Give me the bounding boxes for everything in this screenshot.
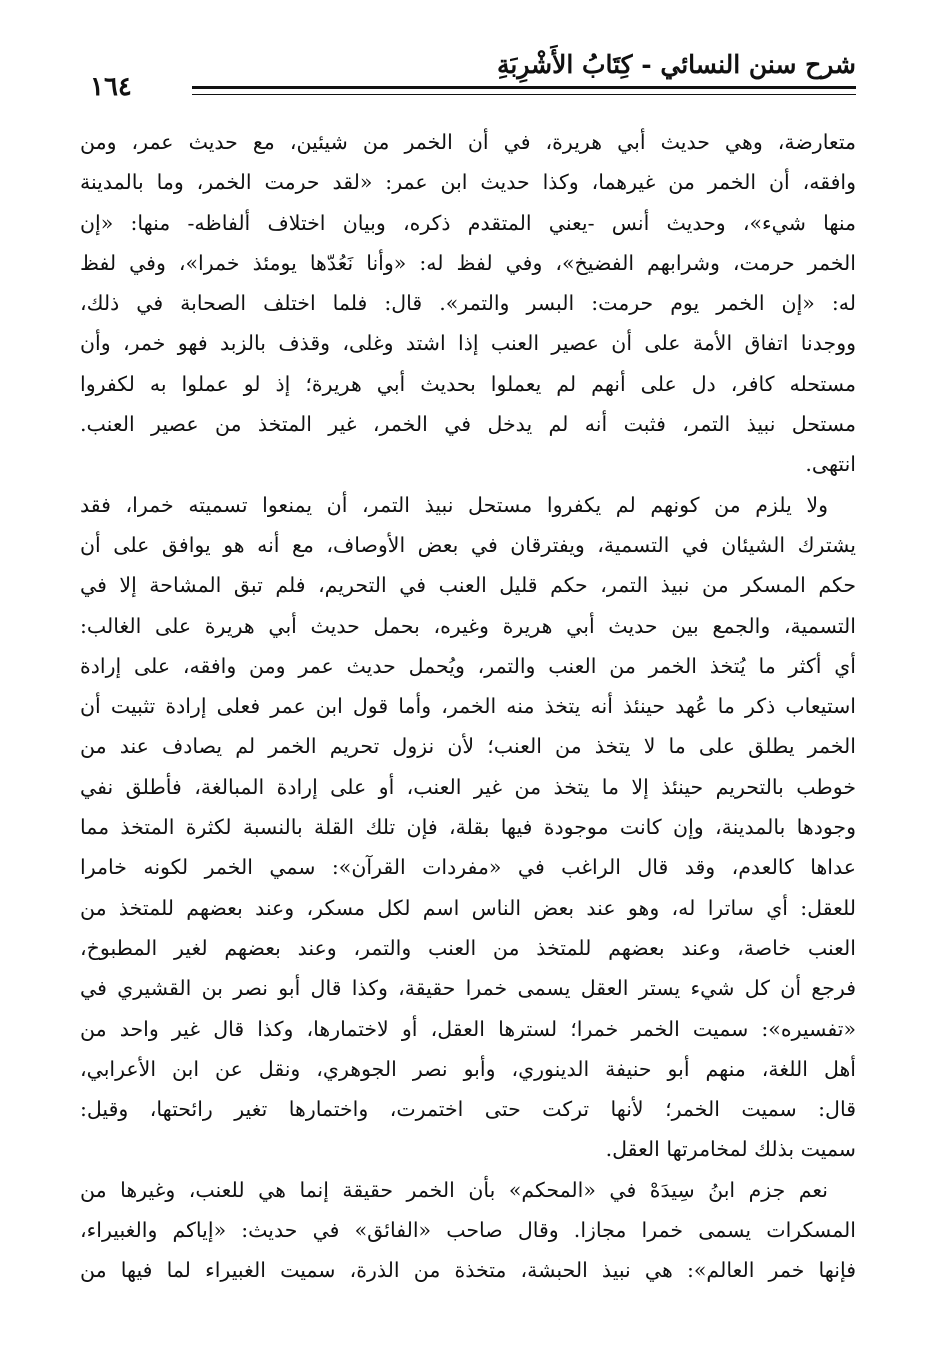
text-line-18: وجودها بالمدينة، وإن كانت موجودة فيها بقلة، فإن تلك القلة بالنسبة لكثرة المتخذ مما xyxy=(80,815,856,840)
text-line-3: منها شيء»، وحديث أنس -يعني المتقدم ذكره، وبيان اختلاف ألفاظه- منها: «إن xyxy=(80,210,856,235)
text-line-26: سميت بذلك لمخامرتها العقل. xyxy=(605,1137,856,1162)
text-line-17: خوطب بالتحريم حينئذ إلا ما يتخذ من غير العنب، أو على إرادة المبالغة، فأطلق نفي xyxy=(80,774,856,799)
page-number: ١٦٤ xyxy=(90,72,132,102)
text-line-19: عداها كالعدم، وقد قال الراغب في «مفردات القرآن»: سمي الخمر لكونه خامرا xyxy=(80,855,856,880)
text-line-13: التسمية، والجمع بين حديث أبي هريرة وغيره، بحمل حديث أبي هريرة على الغالب: xyxy=(80,613,856,638)
text-line-4: الخمر حرمت، وشرابهم الفضيخ»، وفي لفظ له: «وأنا نَعُدّها يومئذ خمرا»، وفي لفظ xyxy=(80,250,856,275)
text-line-16: الخمر يطلق على ما لا يتخذ من العنب؛ لأن نزول تحريم الخمر لم يصادف عند من xyxy=(80,734,856,759)
page-number-box xyxy=(80,72,192,102)
text-line-24: أهل اللغة، منهم أبو حنيفة الدينوري، وأبو نصر الجوهري، ونقل عن ابن الأعرابي، xyxy=(80,1056,856,1081)
text-line-8: مستحل نبيذ التمر، فثبت أنه لم يدخل في الخمر، غير المتخذ من عصير العنب. xyxy=(80,412,856,437)
page-header xyxy=(80,48,856,102)
running-title: شرح سنن النسائي - كِتَابُ الأَشْرِبَةِ xyxy=(496,50,856,79)
text-line-11: يشترك الشيئان في التسمية، ويفترقان في بعض الأوصاف، مع أنه هو يوافق على أن xyxy=(80,532,856,557)
body-text xyxy=(80,122,856,1291)
text-line-15: استيعاب ذكر ما عُهد حينئذ أنه يتخذ منه الخمر، وأما قول ابن عمر فعلى إرادة تثبيت أن xyxy=(80,694,856,719)
text-line-5: له: «إن الخمر يوم حرمت: البسر والتمر». قال: فلما اختلف الصحابة في ذلك، xyxy=(80,291,856,316)
header-rule xyxy=(80,86,856,95)
text-line-2: وافقه، أن الخمر من غيرهما، وكذا حديث ابن عمر: «لقد حرمت الخمر، وما بالمدينة xyxy=(80,170,856,195)
text-line-22: فرجع أن كل شيء يستر العقل يسمى خمرا حقيقة، وكذا قال أبو نصر بن القشيري في xyxy=(80,976,856,1001)
text-line-29: فإنها خمر العالم»: هي نبيذ الحبشة، متخذة من الذرة، سميت الغبيراء لما فيها من xyxy=(80,1258,856,1283)
text-line-10: ولا يلزم من كونهم لم يكفروا مستحل نبيذ التمر، أن يمنعوا تسميته خمرا، فقد xyxy=(80,492,828,517)
text-line-28: المسكرات يسمى خمرا مجازا. وقال صاحب «الفائق» في حديث: «إياكم والغبيراء، xyxy=(80,1218,856,1243)
text-line-9: انتهى. xyxy=(805,452,856,477)
text-line-6: ووجدنا اتفاق الأمة على أن عصير العنب إذا اشتد وغلى، وقذف بالزبد فهو خمر، وأن xyxy=(80,331,856,356)
text-line-21: العنب خاصة، وعند بعضهم للمتخذ من العنب والتمر، وعند بعضهم لغير المطبوخ، xyxy=(80,935,856,960)
text-line-14: أي أكثر ما يُتخذ الخمر من العنب والتمر، ويُحمل حديث عمر ومن وافقه، على إرادة xyxy=(80,653,856,678)
text-line-7: مستحله كافر، دل على أنهم لم يعملوا بحديث أبي هريرة؛ إذ لو عملوا به لكفروا xyxy=(80,371,856,396)
text-line-1: متعارضة، وهي حديث أبي هريرة، في أن الخمر من شيئين، مع حديث عمر، ومن xyxy=(80,130,856,154)
text-line-27: نعم جزم ابنُ سِيدَهْ في «المحكم» بأن الخمر حقيقة إنما هي للعنب، وغيرها من xyxy=(80,1177,828,1202)
text-line-20: للعقل: أي ساترا له، وهو عند بعض الناس اسم لكل مسكر، وعند بعضهم للمتخذ من xyxy=(80,895,856,920)
text-line-12: حكم المسكر من نبيذ التمر، حكم قليل العنب في التحريم، فلم تبق المشاحة إلا في xyxy=(80,573,856,598)
text-line-23: «تفسيره»: سميت الخمر خمرا؛ لسترها العقل، أو لاختمارها، وكذا قال غير واحد من xyxy=(80,1016,856,1041)
text-line-25: قال: سميت الخمر؛ لأنها تركت حتى اختمرت، واختمارها تغير رائحتها، وقيل: xyxy=(80,1097,856,1122)
